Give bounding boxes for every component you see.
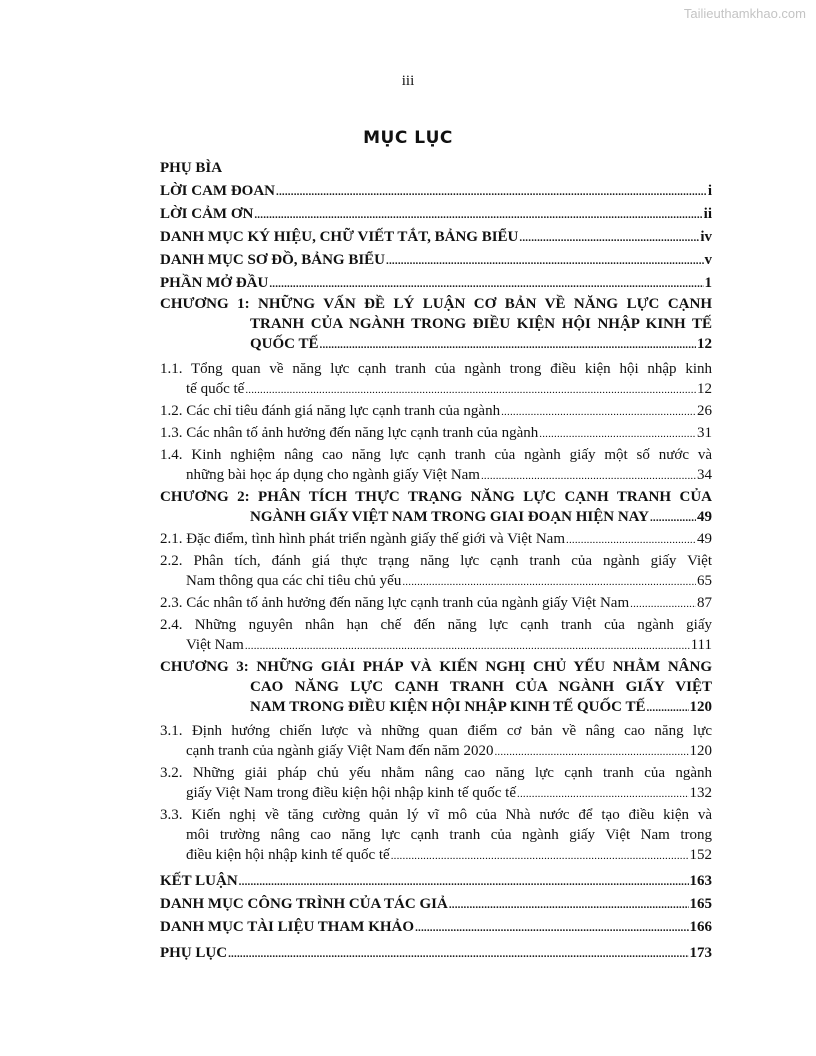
toc-page: 166 <box>689 919 712 935</box>
toc-label: LỜI CẢM ƠN <box>160 206 254 222</box>
page-title: MỤC LỤC <box>363 128 453 148</box>
toc-entry-1-2[interactable] <box>160 401 712 423</box>
toc-label: PHẦN MỞ ĐẦU <box>160 275 269 291</box>
toc-entry-3-1[interactable] <box>160 721 712 763</box>
toc-entry-phu-luc[interactable] <box>160 943 712 966</box>
watermark: Tailieuthamkhao.com <box>683 6 806 21</box>
toc-page: 111 <box>690 637 712 653</box>
toc-label: những bài học áp dụng cho ngành giấy Việt Nam <box>186 467 480 483</box>
toc-page: 49 <box>697 531 712 547</box>
toc-label: LỜI CAM ĐOAN <box>160 183 275 199</box>
toc-label: NAM TRONG ĐIỀU KIỆN HỘI NHẬP KINH TẾ QUỐC TẾ <box>250 699 646 715</box>
toc-page: 65 <box>697 573 712 589</box>
toc-label: 2.4. Những nguyên nhân hạn chế đến năng lực cạnh tranh của ngành giấy <box>160 617 712 633</box>
toc-entry-2-3[interactable] <box>160 593 712 615</box>
toc-entry-loi-cam-doan[interactable] <box>160 181 712 204</box>
toc-label: 2.2. Phân tích, đánh giá thực trạng năng lực cạnh tranh của ngành giấy Việt <box>160 553 712 569</box>
toc-entry-phan-mo-dau[interactable] <box>160 273 712 294</box>
toc-entry-2-4[interactable] <box>160 615 712 657</box>
toc-label: KẾT LUẬN <box>160 873 238 889</box>
toc-page: 152 <box>689 847 712 863</box>
toc-label: 3.2. Những giải pháp chủ yếu nhằm nâng cao năng lực cạnh tranh của ngành <box>160 765 712 781</box>
toc-entry-3-3[interactable] <box>160 805 712 871</box>
toc-entry-2-2[interactable] <box>160 551 712 593</box>
toc-label: giấy Việt Nam trong điều kiện hội nhập kinh tế quốc tế <box>186 785 516 801</box>
page-number: iii <box>401 73 415 89</box>
toc-label: 1.2. Các chỉ tiêu đánh giá năng lực cạnh tranh của ngành <box>160 403 501 419</box>
toc-page: 26 <box>697 403 712 419</box>
toc-label: DANH MỤC TÀI LIỆU THAM KHẢO <box>160 919 415 935</box>
toc-entry-chapter-3[interactable] <box>160 657 712 721</box>
toc-entry-1-4[interactable] <box>160 445 712 487</box>
toc-entry-3-2[interactable] <box>160 763 712 805</box>
table-of-contents <box>160 158 712 966</box>
toc-page: 165 <box>689 896 712 912</box>
toc-entry-2-1[interactable] <box>160 529 712 551</box>
toc-page: ii <box>703 206 712 222</box>
toc-page: 87 <box>697 595 712 611</box>
toc-page: 12 <box>697 381 712 397</box>
toc-page: 163 <box>689 873 712 889</box>
toc-page: 173 <box>689 945 712 961</box>
toc-label: CAO NĂNG LỰC CẠNH TRANH CỦA NGÀNH GIẤY VIỆT <box>250 679 712 695</box>
toc-entry-ket-luan[interactable] <box>160 871 712 894</box>
toc-label: 2.3. Các nhân tố ảnh hưởng đến năng lực cạnh tranh của ngành giấy Việt Nam <box>160 595 630 611</box>
toc-label: NGÀNH GIẤY VIỆT NAM TRONG GIAI ĐOẠN HIỆN NAY <box>250 509 649 525</box>
toc-label: Việt Nam <box>186 637 244 653</box>
toc-page: 120 <box>689 743 712 759</box>
toc-entry-phu-bia <box>160 158 712 181</box>
toc-entry-tai-lieu[interactable] <box>160 917 712 943</box>
toc-label: PHỤ BÌA <box>160 160 223 176</box>
toc-label: môi trường nâng cao năng lực cạnh tranh của ngành giấy Việt Nam trong <box>186 827 712 843</box>
toc-label: 3.3. Kiến nghị về tăng cường quản lý vĩ mô của Nhà nước để tạo điều kiện và <box>160 807 712 823</box>
toc-entry-cong-trinh[interactable] <box>160 894 712 917</box>
toc-label: CHƯƠNG 3: NHỮNG GIẢI PHÁP VÀ KIẾN NGHỊ CHỦ YẾU NHẰM NÂNG <box>160 659 712 675</box>
toc-label: cạnh tranh của ngành giấy Việt Nam đến năm 2020 <box>186 743 494 759</box>
toc-label: TRANH CỦA NGÀNH TRONG ĐIỀU KIỆN HỘI NHẬP KINH TẾ <box>250 316 712 332</box>
toc-entry-chapter-2[interactable] <box>160 487 712 529</box>
toc-label: 1.3. Các nhân tố ảnh hưởng đến năng lực cạnh tranh của ngành <box>160 425 539 441</box>
toc-page: 1 <box>704 275 712 291</box>
toc-page: 34 <box>697 467 712 483</box>
toc-label: DANH MỤC CÔNG TRÌNH CỦA TÁC GIẢ <box>160 896 448 912</box>
toc-label: DANH MỤC KÝ HIỆU, CHỮ VIẾT TẮT, BẢNG BIỂU <box>160 229 519 245</box>
toc-entry-chapter-1[interactable] <box>160 294 712 359</box>
toc-label: QUỐC TẾ <box>250 336 319 352</box>
toc-label: CHƯƠNG 1: NHỮNG VẤN ĐỀ LÝ LUẬN CƠ BẢN VỀ NĂNG LỰC CẠNH <box>160 296 712 312</box>
toc-label: 2.1. Đặc điểm, tình hình phát triển ngành giấy thế giới và Việt Nam <box>160 531 565 547</box>
toc-label: 3.1. Định hướng chiến lược và những quan điểm cơ bản về nâng cao năng lực <box>160 723 712 739</box>
toc-label: DANH MỤC SƠ ĐỒ, BẢNG BIỂU <box>160 252 386 268</box>
toc-label: 1.1. Tổng quan về năng lực cạnh tranh của ngành trong điều kiện hội nhập kinh <box>160 361 712 377</box>
toc-label: PHỤ LỤC <box>160 945 228 961</box>
toc-page: i <box>707 183 712 199</box>
toc-page: iv <box>700 229 712 245</box>
toc-entry-danh-muc-so-do[interactable] <box>160 250 712 273</box>
toc-page: 12 <box>697 336 712 352</box>
toc-entry-danh-muc-ky-hieu[interactable] <box>160 227 712 250</box>
toc-label: tế quốc tế <box>186 381 245 397</box>
toc-label: điều kiện hội nhập kinh tế quốc tế <box>186 847 390 863</box>
toc-entry-loi-cam-on[interactable] <box>160 204 712 227</box>
toc-label: 1.4. Kinh nghiệm nâng cao năng lực cạnh tranh của ngành giấy một số nước và <box>160 447 712 463</box>
toc-page: 31 <box>697 425 712 441</box>
toc-page: 49 <box>697 509 712 525</box>
toc-page: 132 <box>689 785 712 801</box>
toc-page: 120 <box>689 699 712 715</box>
toc-entry-1-1[interactable] <box>160 359 712 401</box>
toc-label: CHƯƠNG 2: PHÂN TÍCH THỰC TRẠNG NĂNG LỰC CẠNH TRANH CỦA <box>160 489 712 505</box>
toc-label: Nam thông qua các chỉ tiêu chủ yếu <box>186 573 402 589</box>
toc-page: v <box>704 252 712 268</box>
toc-entry-1-3[interactable] <box>160 423 712 445</box>
